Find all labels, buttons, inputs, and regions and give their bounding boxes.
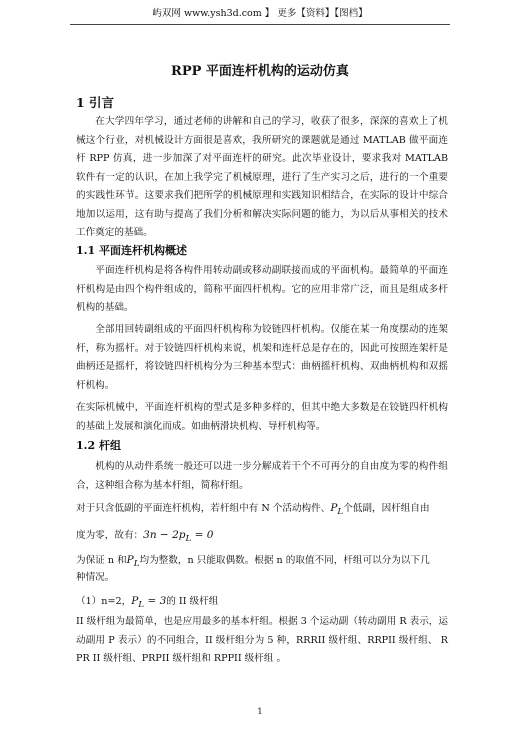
linkgroup-line-4: 种情况。 <box>76 572 115 583</box>
overview-paragraph-1: 平面连杆机构是将各构件用转动副或移动副联接而成的平面机构。最简单的平面连杆机构是由四个构件组成的，简称平面四杆机构。它的应用非常广泛，而且是组成多杆机构的基础。 <box>76 265 448 313</box>
case-suffix: 的 II 级杆组 <box>166 596 219 607</box>
pl-var: P <box>330 502 338 514</box>
line1-text-b: 个低副，因杆组自由 <box>343 503 430 514</box>
line2-text: 度为零，故有： <box>76 530 144 541</box>
line3-text-b: 均为整数，n 只能取偶数。根据 n 的取值不同，杆组可以分为以下几 <box>139 555 430 566</box>
pl-var-2: P <box>126 554 134 566</box>
pl-var-3: P <box>131 595 139 607</box>
page-header: 屿双网 www.ysh3d.com 】 更多【资料】【图档】 <box>152 8 368 19</box>
equation-sub: L <box>185 534 192 545</box>
case-item-1 <box>76 593 218 613</box>
section-heading-linkgroup: 1.2 杆组 <box>76 439 121 452</box>
pl-sub-3: L <box>138 600 145 611</box>
pl-eq-3: = 3 <box>144 595 167 607</box>
case-prefix: （1）n=2， <box>76 596 132 607</box>
linkgroup-line-1 <box>76 500 430 520</box>
linkgroup-line-3 <box>76 552 430 572</box>
pl-symbol <box>330 502 344 518</box>
intro-paragraph: 在大学四年学习，通过老师的讲解和自己的学习，收获了很多，深深的喜欢上了机械这个行业，对机械设计方面很是喜欢，我所研究的课题就是通过 MATLAB 做平面连杆 RPP 仿真，进一步加深了对平面连杆的研究。此次毕业设计，要求我对 MATLAB 软件有一定的认识，在加上我学完了机械原理，进行了生产实习之后，进行的一个重要的实践性环节。这要求我们把所学的机械原理和实践知识相结合，在实际的设计中综合地加以运用，这有助与提高了我们分析和解决实际问题的能力，为以后从事相关的技术工作奠定的基础。 <box>76 116 448 238</box>
dof-equation <box>143 529 214 545</box>
document-title: RPP 平面连杆机构的运动仿真 <box>171 64 349 79</box>
linkgroup-line-2 <box>76 527 213 547</box>
pl-symbol-2 <box>126 554 140 570</box>
header-divider <box>70 24 450 25</box>
linkgroup-paragraph-last: II 级杆组为最简单，也是应用最多的基本杆组。根据 3 个运动副（转动副用 R 表示，运动副用 P 表示）的不同组合，II 级杆组分为 5 种，RRRII 级杆组、RRPII 级杆组、 RPR II 级杆组、PRPII 级杆组和 RPPII 级杆组 。 <box>76 616 448 664</box>
page-number: 1 <box>257 707 263 717</box>
line3-text-a: 为保证 n 和 <box>76 555 127 566</box>
section-heading-intro: 1 引言 <box>76 95 115 110</box>
equation-main: 3n − 2p <box>143 529 186 541</box>
equation-tail: = 0 <box>191 529 214 541</box>
linkgroup-paragraph-1: 机构的从动件系统一般还可以进一步分解成若干个不可再分的自由度为零的构件组合，这种组合称为基本杆组，简称杆组。 <box>76 461 448 491</box>
pl-sub-2: L <box>133 559 140 570</box>
overview-paragraph-2: 全部用回转副组成的平面四杆机构称为铰链四杆机构。仅能在某一角度摆动的连架杆，称为摇杆。对于铰链四杆机构来说，机架和连杆总是存在的，因此可按照连架杆是曲柄还是摇杆，将铰链四杆机构分为三种基本型式：曲柄摇杆机构、双曲柄机构和双摇杆机构。 <box>76 324 448 391</box>
line1-text-a: 对于只含低副的平面连杆机构，若杆组中有 N 个活动构件、 <box>76 503 331 514</box>
section-heading-overview: 1.1 平面连杆机构概述 <box>76 244 187 257</box>
overview-paragraph-3: 在实际机械中，平面连杆机构的型式是多种多样的，但其中绝大多数是在铰链四杆机构的基础上发展和演化而成。如曲柄滑块机构、导杆机构等。 <box>76 402 448 432</box>
pl-symbol-3 <box>131 595 167 611</box>
pl-sub: L <box>337 507 344 518</box>
